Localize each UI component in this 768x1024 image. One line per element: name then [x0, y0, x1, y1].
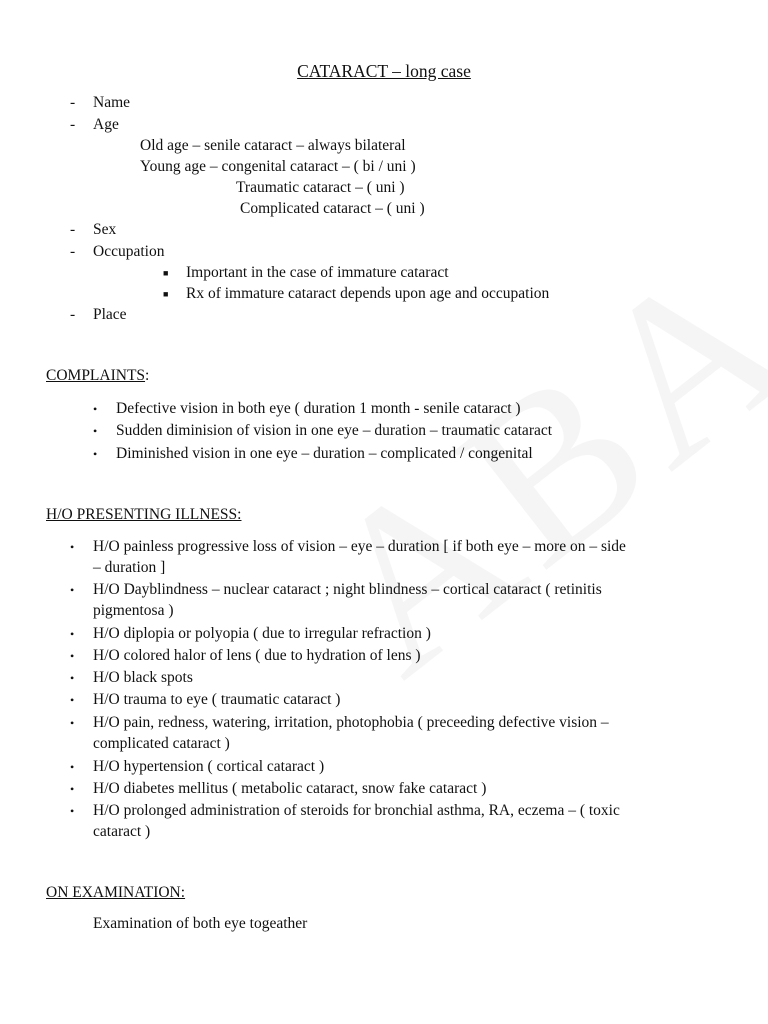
complaint-item: Sudden diminision of vision in one eye – duration – traumatic cataract: [116, 422, 553, 439]
complaint-item: Diminished vision in one eye – duration – complicated / congenital: [116, 445, 533, 462]
history-item: H/O diabetes mellitus ( metabolic cataract, snow fake cataract ): [93, 780, 487, 797]
dash-marker: -: [70, 306, 76, 323]
bullet-icon: •: [70, 583, 75, 597]
bullet-icon: •: [93, 402, 98, 416]
history-item-continued: complicated cataract ): [93, 735, 230, 752]
list-item-name: Name: [93, 94, 131, 111]
list-item-sex: Sex: [93, 221, 117, 238]
age-detail-old: Old age – senile cataract – always bilateral: [140, 137, 406, 154]
square-bullet: ■: [163, 289, 169, 299]
history-item: H/O trauma to eye ( traumatic cataract ): [93, 691, 341, 708]
history-item-continued: – duration ]: [93, 559, 166, 576]
bullet-icon: •: [70, 693, 75, 707]
dash-marker: -: [70, 116, 76, 133]
bullet-icon: •: [70, 540, 75, 554]
history-item: H/O black spots: [93, 669, 193, 686]
dash-marker: -: [70, 94, 76, 111]
section-heading-history: H/O PRESENTING ILLNESS:: [46, 506, 242, 523]
history-item-continued: cataract ): [93, 823, 151, 840]
bullet-icon: •: [70, 804, 75, 818]
history-item: H/O pain, redness, watering, irritation, photophobia ( preceeding defective vision –: [93, 714, 609, 731]
history-item: H/O Dayblindness – nuclear cataract ; night blindness – cortical cataract ( retinitis: [93, 581, 602, 598]
list-item-place: Place: [93, 306, 127, 323]
bullet-icon: •: [93, 424, 98, 438]
list-item-age: Age: [93, 116, 119, 133]
square-bullet: ■: [163, 268, 169, 278]
age-detail-complicated: Complicated cataract – ( uni ): [240, 200, 425, 217]
history-item: H/O hypertension ( cortical cataract ): [93, 758, 325, 775]
history-item: H/O diplopia or polyopia ( due to irregular refraction ): [93, 625, 431, 642]
bullet-icon: •: [93, 447, 98, 461]
section-heading-complaints: COMPLAINTS:: [46, 367, 150, 384]
bullet-icon: •: [70, 671, 75, 685]
age-detail-young: Young age – congenital cataract – ( bi / uni ): [140, 158, 416, 175]
document-title: CATARACT – long case: [297, 61, 471, 81]
section-heading-examination: ON EXAMINATION:: [46, 884, 186, 901]
occupation-point: Rx of immature cataract depends upon age and occupation: [186, 285, 550, 302]
history-item: H/O painless progressive loss of vision – eye – duration [ if both eye – more on – side: [93, 538, 626, 555]
bullet-icon: •: [70, 760, 75, 774]
age-detail-traumatic: Traumatic cataract – ( uni ): [236, 179, 405, 196]
bullet-icon: •: [70, 716, 75, 730]
complaint-item: Defective vision in both eye ( duration 1 month - senile cataract ): [116, 400, 521, 417]
occupation-point: Important in the case of immature cataract: [186, 264, 449, 281]
examination-text: Examination of both eye togeather: [93, 915, 308, 932]
history-item: H/O colored halor of lens ( due to hydration of lens ): [93, 647, 421, 664]
history-item-continued: pigmentosa ): [93, 602, 174, 619]
dash-marker: -: [70, 221, 76, 238]
history-item: H/O prolonged administration of steroids for bronchial asthma, RA, eczema – ( toxic: [93, 802, 620, 819]
bullet-icon: •: [70, 782, 75, 796]
list-item-occupation: Occupation: [93, 243, 165, 260]
bullet-icon: •: [70, 627, 75, 641]
bullet-icon: •: [70, 649, 75, 663]
dash-marker: -: [70, 243, 76, 260]
